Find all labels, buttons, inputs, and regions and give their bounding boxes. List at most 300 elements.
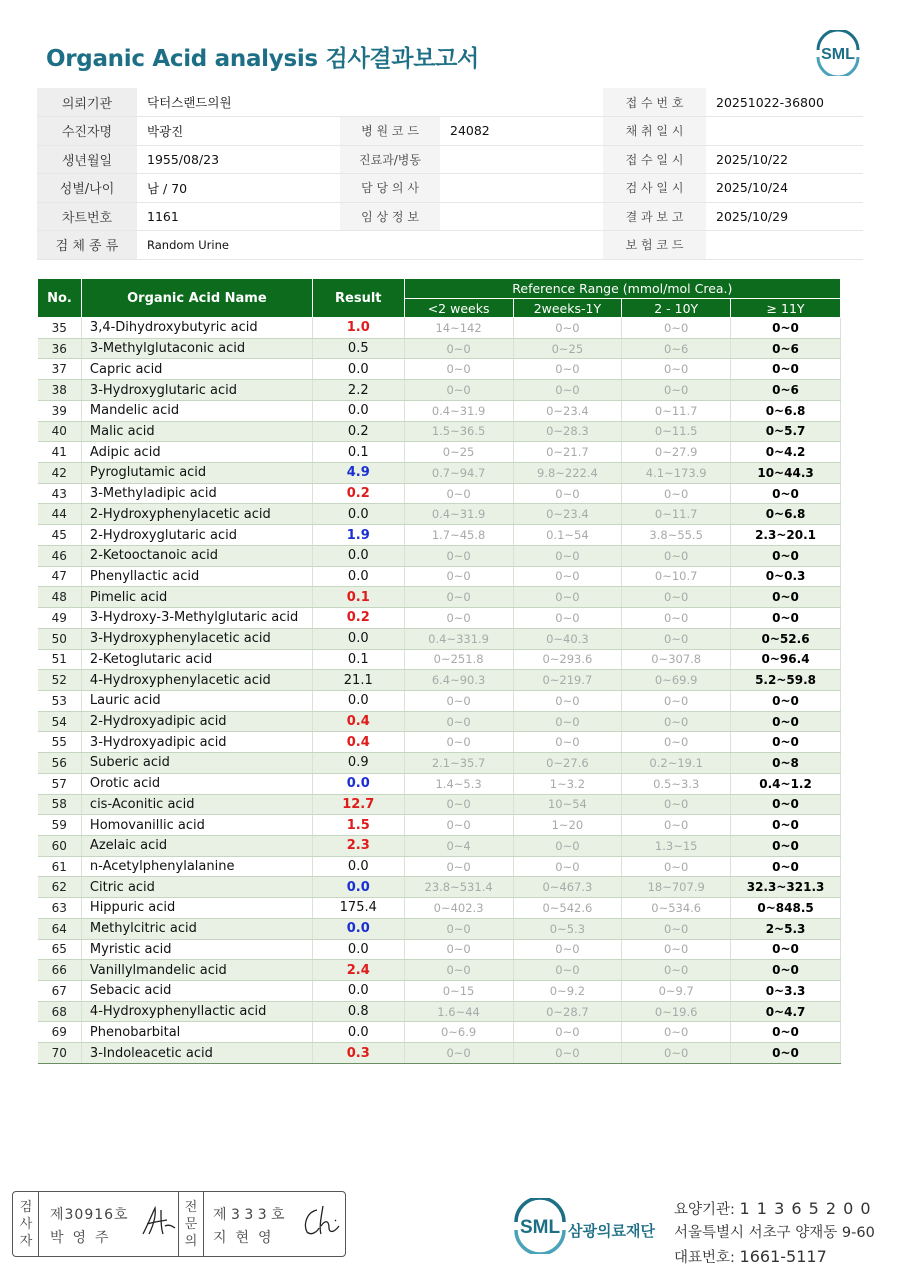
header-age-2-10y: 2 - 10Y [622, 299, 731, 318]
result-value: 0.1 [312, 587, 404, 608]
row-number: 56 [38, 753, 82, 774]
range-11y-plus: 2~5.3 [731, 918, 841, 939]
range-2w-1y: 0~0 [513, 483, 622, 504]
range-2-10y: 0~0 [622, 690, 731, 711]
range-2-10y: 0~0 [622, 380, 731, 401]
range-under-2w: 0~0 [404, 338, 513, 359]
acid-name: 3-Hydroxy-3-Methylglutaric acid [81, 608, 312, 629]
phone-label: 대표번호: [674, 1250, 740, 1266]
table-row [38, 525, 841, 546]
row-number: 40 [38, 421, 82, 442]
result-value: 0.0 [312, 359, 404, 380]
examiner-license: 제30916호 [50, 1207, 129, 1223]
range-2w-1y: 0~0 [513, 732, 622, 753]
info-label: 생년월일 [37, 145, 137, 174]
range-11y-plus: 0~4.2 [731, 442, 841, 463]
range-under-2w: 0~402.3 [404, 898, 513, 919]
acid-name: 2-Hydroxyadipic acid [81, 711, 312, 732]
range-2w-1y: 0~467.3 [513, 877, 622, 898]
acid-name: 2-Hydroxyphenylacetic acid [81, 504, 312, 525]
examiner-label [15, 1192, 37, 1256]
info-label: 차트번호 [37, 202, 137, 231]
header-age-2w-1y: 2weeks-1Y [513, 299, 622, 318]
range-under-2w: 0~0 [404, 815, 513, 836]
range-2-10y: 0~6 [622, 338, 731, 359]
range-2w-1y: 0~0 [513, 566, 622, 587]
examiner-name: 박영주 [50, 1230, 118, 1246]
table-row [38, 753, 841, 774]
acid-name: 4-Hydroxyphenyllactic acid [81, 1001, 312, 1022]
range-2w-1y: 0~0 [513, 545, 622, 566]
acid-name: 4-Hydroxyphenylacetic acid [81, 670, 312, 691]
acid-name: Pyroglutamic acid [81, 463, 312, 484]
signature-box [12, 1191, 346, 1257]
sml-logo-text: SML [821, 46, 855, 63]
info-row [37, 174, 863, 203]
range-11y-plus: 2.3~20.1 [731, 525, 841, 546]
range-2w-1y: 0~293.6 [513, 649, 622, 670]
acid-name: Sebacic acid [81, 981, 312, 1002]
result-value: 0.0 [312, 856, 404, 877]
result-value: 2.2 [312, 380, 404, 401]
table-row [38, 794, 841, 815]
footer-info [674, 1197, 875, 1270]
range-2w-1y: 0~0 [513, 1043, 622, 1064]
row-number: 43 [38, 483, 82, 504]
range-2-10y: 0~0 [622, 918, 731, 939]
table-row [38, 732, 841, 753]
range-2w-1y: 10~54 [513, 794, 622, 815]
table-row [38, 981, 841, 1002]
info-row [37, 145, 863, 174]
row-number: 63 [38, 898, 82, 919]
row-number: 44 [38, 504, 82, 525]
acid-name: 3-Hydroxyphenylacetic acid [81, 628, 312, 649]
table-row [38, 463, 841, 484]
acid-name: Adipic acid [81, 442, 312, 463]
info-value: Random Urine [137, 231, 603, 260]
range-2w-1y: 0~0 [513, 587, 622, 608]
range-2-10y: 0~0 [622, 359, 731, 380]
range-2w-1y: 0~28.3 [513, 421, 622, 442]
phone-line [674, 1245, 875, 1270]
acid-name: Azelaic acid [81, 835, 312, 856]
phone-number: 1661-5117 [739, 1247, 827, 1266]
range-2-10y: 0~11.7 [622, 504, 731, 525]
acid-name: Suberic acid [81, 753, 312, 774]
acid-name: 2-Ketooctanoic acid [81, 545, 312, 566]
range-2-10y: 0~0 [622, 1022, 731, 1043]
info-value [440, 145, 603, 174]
range-under-2w: 0~0 [404, 359, 513, 380]
table-row [38, 918, 841, 939]
info-label: 의뢰기관 [37, 88, 137, 117]
row-number: 57 [38, 773, 82, 794]
range-11y-plus: 0~0 [731, 690, 841, 711]
range-2w-1y: 0~28.7 [513, 1001, 622, 1022]
range-11y-plus: 0~52.6 [731, 628, 841, 649]
range-11y-plus: 0~0 [731, 587, 841, 608]
result-value: 0.5 [312, 338, 404, 359]
range-under-2w: 0~0 [404, 732, 513, 753]
range-11y-plus: 0~8 [731, 753, 841, 774]
range-2w-1y: 0~219.7 [513, 670, 622, 691]
range-2-10y: 0~27.9 [622, 442, 731, 463]
table-row [38, 690, 841, 711]
row-number: 38 [38, 380, 82, 401]
result-value: 0.0 [312, 545, 404, 566]
info-label: 담 당 의 사 [340, 174, 440, 203]
row-number: 64 [38, 918, 82, 939]
result-value: 0.0 [312, 1022, 404, 1043]
range-under-2w: 0~0 [404, 960, 513, 981]
row-number: 70 [38, 1043, 82, 1064]
acid-name: 2-Ketoglutaric acid [81, 649, 312, 670]
range-11y-plus: 10~44.3 [731, 463, 841, 484]
info-value [440, 174, 603, 203]
info-value [440, 202, 603, 231]
range-2w-1y: 0~0 [513, 711, 622, 732]
facility-code: 1 1 3 6 5 2 0 0 [739, 1199, 872, 1218]
range-2w-1y: 0~23.4 [513, 504, 622, 525]
range-11y-plus: 0~4.7 [731, 1001, 841, 1022]
info-label: 검 사 일 시 [603, 174, 706, 203]
range-2w-1y: 0~9.2 [513, 981, 622, 1002]
result-value: 0.0 [312, 400, 404, 421]
range-11y-plus: 0~0 [731, 545, 841, 566]
range-under-2w: 0~0 [404, 608, 513, 629]
examiner-label-char: 사 [19, 1216, 33, 1232]
table-row [38, 566, 841, 587]
range-11y-plus: 0~0 [731, 856, 841, 877]
acid-name: Mandelic acid [81, 400, 312, 421]
result-value: 0.0 [312, 981, 404, 1002]
range-under-2w: 0~251.8 [404, 649, 513, 670]
range-11y-plus: 0~0 [731, 794, 841, 815]
acid-name: Capric acid [81, 359, 312, 380]
row-number: 47 [38, 566, 82, 587]
row-number: 59 [38, 815, 82, 836]
range-2-10y: 0~19.6 [622, 1001, 731, 1022]
row-number: 61 [38, 856, 82, 877]
range-2-10y: 0~0 [622, 711, 731, 732]
range-2w-1y: 1~3.2 [513, 773, 622, 794]
range-2-10y: 0~0 [622, 856, 731, 877]
range-under-2w: 0~0 [404, 380, 513, 401]
result-value: 1.9 [312, 525, 404, 546]
range-2w-1y: 9.8~222.4 [513, 463, 622, 484]
range-11y-plus: 0~0 [731, 835, 841, 856]
range-under-2w: 0.7~94.7 [404, 463, 513, 484]
range-2w-1y: 0~0 [513, 608, 622, 629]
range-2-10y: 0~11.7 [622, 400, 731, 421]
sml-footer-logo [510, 1198, 570, 1254]
result-value: 0.0 [312, 690, 404, 711]
result-value: 0.4 [312, 711, 404, 732]
result-value: 0.0 [312, 628, 404, 649]
range-11y-plus: 0~0 [731, 939, 841, 960]
result-value: 0.0 [312, 918, 404, 939]
range-2w-1y: 0~40.3 [513, 628, 622, 649]
table-row [38, 380, 841, 401]
info-label: 임 상 정 보 [340, 202, 440, 231]
result-value: 0.2 [312, 483, 404, 504]
row-number: 35 [38, 318, 82, 339]
range-2-10y: 0.5~3.3 [622, 773, 731, 794]
row-number: 53 [38, 690, 82, 711]
range-under-2w: 0~25 [404, 442, 513, 463]
info-value: 24082 [440, 117, 603, 146]
acid-name: Phenyllactic acid [81, 566, 312, 587]
result-value: 2.4 [312, 960, 404, 981]
table-row [38, 628, 841, 649]
info-label: 진료과/병동 [340, 145, 440, 174]
result-value: 0.0 [312, 877, 404, 898]
page-title: Organic Acid analysis 검사결과보고서 [46, 46, 479, 72]
range-2w-1y: 1~20 [513, 815, 622, 836]
range-under-2w: 0~4 [404, 835, 513, 856]
row-number: 67 [38, 981, 82, 1002]
result-value: 12.7 [312, 794, 404, 815]
range-11y-plus: 0~0 [731, 711, 841, 732]
acid-name: 3-Hydroxyadipic acid [81, 732, 312, 753]
info-value: 20251022-36800 [706, 88, 863, 117]
result-value: 0.2 [312, 421, 404, 442]
table-row [38, 815, 841, 836]
row-number: 55 [38, 732, 82, 753]
range-2w-1y: 0~0 [513, 960, 622, 981]
range-under-2w: 2.1~35.7 [404, 753, 513, 774]
range-2w-1y: 0~21.7 [513, 442, 622, 463]
range-2-10y: 4.1~173.9 [622, 463, 731, 484]
range-2-10y: 0~534.6 [622, 898, 731, 919]
range-2-10y: 0.2~19.1 [622, 753, 731, 774]
range-11y-plus: 0~0 [731, 318, 841, 339]
table-row [38, 587, 841, 608]
acid-name: Vanillylmandelic acid [81, 960, 312, 981]
range-2-10y: 0~0 [622, 732, 731, 753]
range-under-2w: 0~0 [404, 566, 513, 587]
info-label: 수진자명 [37, 117, 137, 146]
range-under-2w: 0~0 [404, 690, 513, 711]
info-label: 성별/나이 [37, 174, 137, 203]
row-number: 45 [38, 525, 82, 546]
result-value: 0.0 [312, 939, 404, 960]
range-2-10y: 18~707.9 [622, 877, 731, 898]
range-11y-plus: 0~0 [731, 359, 841, 380]
table-row [38, 670, 841, 691]
info-label: 접 수 번 호 [603, 88, 706, 117]
info-value: 2025/10/24 [706, 174, 863, 203]
range-11y-plus: 0.4~1.2 [731, 773, 841, 794]
sml-logo [812, 30, 864, 76]
range-under-2w: 6.4~90.3 [404, 670, 513, 691]
acid-name: 3,4-Dihydroxybutyric acid [81, 318, 312, 339]
table-row [38, 421, 841, 442]
info-value [706, 231, 863, 260]
table-row [38, 318, 841, 339]
result-value: 4.9 [312, 463, 404, 484]
specialist-label-char: 문 [184, 1216, 198, 1232]
examiner-signature [139, 1204, 179, 1240]
patient-info-table [37, 88, 863, 260]
range-under-2w: 1.4~5.3 [404, 773, 513, 794]
range-2w-1y: 0~23.4 [513, 400, 622, 421]
info-row [37, 231, 863, 260]
result-value: 2.3 [312, 835, 404, 856]
range-under-2w: 0~0 [404, 939, 513, 960]
range-under-2w: 0~6.9 [404, 1022, 513, 1043]
range-2-10y: 3.8~55.5 [622, 525, 731, 546]
range-11y-plus: 5.2~59.8 [731, 670, 841, 691]
result-value: 1.5 [312, 815, 404, 836]
range-11y-plus: 0~6.8 [731, 504, 841, 525]
range-2-10y: 0~0 [622, 608, 731, 629]
range-11y-plus: 0~6 [731, 338, 841, 359]
range-11y-plus: 0~0 [731, 608, 841, 629]
acid-name: n-Acetylphenylalanine [81, 856, 312, 877]
table-row [38, 504, 841, 525]
acid-name: Hippuric acid [81, 898, 312, 919]
range-2w-1y: 0~25 [513, 338, 622, 359]
info-value [706, 117, 863, 146]
result-value: 0.2 [312, 608, 404, 629]
info-row [37, 202, 863, 231]
range-11y-plus: 0~6 [731, 380, 841, 401]
result-value: 21.1 [312, 670, 404, 691]
row-number: 48 [38, 587, 82, 608]
table-row [38, 960, 841, 981]
divider [38, 1192, 39, 1256]
range-under-2w: 0.4~331.9 [404, 628, 513, 649]
examiner-label-char: 자 [19, 1233, 33, 1249]
table-row [38, 1001, 841, 1022]
range-11y-plus: 0~848.5 [731, 898, 841, 919]
info-value: 2025/10/22 [706, 145, 863, 174]
divider [178, 1192, 179, 1256]
divider [203, 1192, 204, 1256]
info-label: 검 체 종 류 [37, 231, 137, 260]
result-value: 0.3 [312, 1043, 404, 1064]
header-age-under-2w: <2 weeks [404, 299, 513, 318]
range-11y-plus: 0~5.7 [731, 421, 841, 442]
row-number: 39 [38, 400, 82, 421]
acid-name: Lauric acid [81, 690, 312, 711]
range-2-10y: 0~0 [622, 815, 731, 836]
range-under-2w: 1.7~45.8 [404, 525, 513, 546]
range-2-10y: 0~0 [622, 483, 731, 504]
acid-name: Orotic acid [81, 773, 312, 794]
results-body [38, 318, 841, 1064]
info-row [37, 117, 863, 146]
range-under-2w: 0~0 [404, 856, 513, 877]
row-number: 69 [38, 1022, 82, 1043]
table-row [38, 939, 841, 960]
range-11y-plus: 0~6.8 [731, 400, 841, 421]
range-2w-1y: 0~0 [513, 318, 622, 339]
range-11y-plus: 0~0.3 [731, 566, 841, 587]
specialist-label-char: 의 [184, 1233, 198, 1249]
organization-name: 삼광의료재단 [568, 1222, 655, 1240]
acid-name: Phenobarbital [81, 1022, 312, 1043]
range-2-10y: 0~0 [622, 939, 731, 960]
range-2-10y: 0~69.9 [622, 670, 731, 691]
range-11y-plus: 32.3~321.3 [731, 877, 841, 898]
table-row [38, 773, 841, 794]
info-label: 접 수 일 시 [603, 145, 706, 174]
table-row [38, 835, 841, 856]
range-2w-1y: 0~27.6 [513, 753, 622, 774]
acid-name: Pimelic acid [81, 587, 312, 608]
range-2-10y: 0~0 [622, 545, 731, 566]
table-row [38, 1022, 841, 1043]
address: 서울특별시 서초구 양재동 9-60 [674, 1225, 875, 1241]
range-2w-1y: 0~0 [513, 380, 622, 401]
row-number: 54 [38, 711, 82, 732]
range-2-10y: 0~0 [622, 1043, 731, 1064]
range-2w-1y: 0~0 [513, 835, 622, 856]
range-2-10y: 0~307.8 [622, 649, 731, 670]
header-name: Organic Acid Name [81, 279, 312, 318]
range-2-10y: 0~11.5 [622, 421, 731, 442]
result-value: 0.8 [312, 1001, 404, 1022]
result-value: 0.1 [312, 442, 404, 463]
info-label: 채 취 일 시 [603, 117, 706, 146]
row-number: 36 [38, 338, 82, 359]
range-11y-plus: 0~96.4 [731, 649, 841, 670]
table-row [38, 711, 841, 732]
result-value: 0.1 [312, 649, 404, 670]
header-age-11y-plus: ≥ 11Y [731, 299, 841, 318]
table-row [38, 338, 841, 359]
range-under-2w: 0.4~31.9 [404, 400, 513, 421]
specialist-name: 지현영 [213, 1230, 281, 1246]
acid-name: Malic acid [81, 421, 312, 442]
range-2w-1y: 0.1~54 [513, 525, 622, 546]
row-number: 41 [38, 442, 82, 463]
range-under-2w: 0.4~31.9 [404, 504, 513, 525]
range-2-10y: 1.3~15 [622, 835, 731, 856]
info-value: 1955/08/23 [137, 145, 340, 174]
table-row [38, 359, 841, 380]
acid-name: 3-Hydroxyglutaric acid [81, 380, 312, 401]
info-row [37, 88, 863, 117]
table-row [38, 483, 841, 504]
info-label: 병 원 코 드 [340, 117, 440, 146]
row-number: 62 [38, 877, 82, 898]
range-under-2w: 14~142 [404, 318, 513, 339]
info-value: 1161 [137, 202, 340, 231]
range-11y-plus: 0~0 [731, 1022, 841, 1043]
header-no: No. [38, 279, 82, 318]
table-row [38, 856, 841, 877]
range-2-10y: 0~10.7 [622, 566, 731, 587]
table-row [38, 545, 841, 566]
info-value: 박광진 [137, 117, 340, 146]
table-row [38, 400, 841, 421]
row-number: 37 [38, 359, 82, 380]
specialist-label-char: 전 [184, 1199, 198, 1215]
range-under-2w: 0~0 [404, 483, 513, 504]
range-under-2w: 0~0 [404, 918, 513, 939]
row-number: 65 [38, 939, 82, 960]
specialist-license: 제 3 3 3 호 [213, 1207, 285, 1223]
table-row [38, 877, 841, 898]
range-11y-plus: 0~0 [731, 815, 841, 836]
range-2-10y: 0~0 [622, 318, 731, 339]
row-number: 58 [38, 794, 82, 815]
range-2w-1y: 0~5.3 [513, 918, 622, 939]
